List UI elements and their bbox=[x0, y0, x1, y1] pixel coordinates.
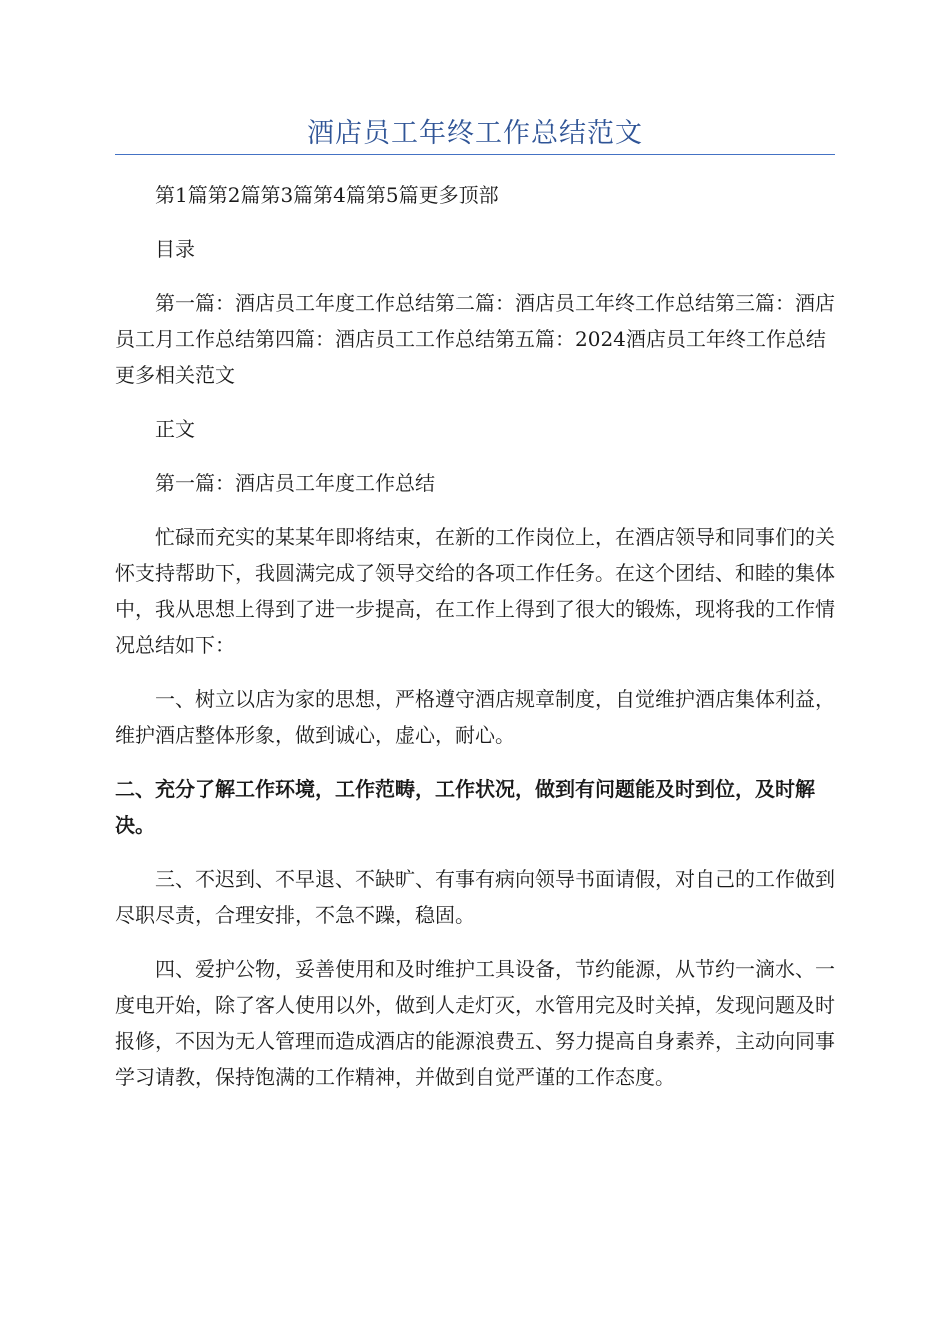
toc-label: 目录 bbox=[155, 237, 195, 261]
item-2-paragraph: 二、充分了解工作环境，工作范畴，工作状况，做到有问题能及时到位，及时解决。 bbox=[115, 777, 815, 837]
item-3-paragraph: 三、不迟到、不早退、不缺旷、有事有病向领导书面请假，对自己的工作做到尽职尽责，合理安排，不急不躁，稳固。 bbox=[115, 867, 835, 927]
title-underline bbox=[115, 154, 835, 155]
body-label: 正文 bbox=[155, 417, 195, 441]
document-page bbox=[115, 0, 835, 1095]
item-1-paragraph: 一、树立以店为家的思想，严格遵守酒店规章制度，自觉维护酒店集体利益，维护酒店整体形象，做到诚心，虚心，耐心。 bbox=[115, 687, 835, 747]
item-4-paragraph: 四、爱护公物，妥善使用和及时维护工具设备，节约能源，从节约一滴水、一度电开始，除了客人使用以外，做到人走灯灭，水管用完及时关掉，发现问题及时报修，不因为无人管理而造成酒店的能源浪费五、努力提高自身素养，主动向同事学习请教，保持饱满的工作精神，并做到自觉严谨的工作态度。 bbox=[115, 957, 835, 1089]
document-title: 酒店员工年终工作总结范文 bbox=[307, 118, 643, 149]
toc-text: 第一篇：酒店员工年度工作总结第二篇：酒店员工年终工作总结第三篇：酒店员工月工作总结第四篇：酒店员工工作总结第五篇：2024酒店员工年终工作总结更多相关范文 bbox=[115, 291, 835, 387]
chapter-nav-line: 第1篇第2篇第3篇第4篇第5篇更多顶部 bbox=[155, 183, 499, 207]
intro-paragraph: 忙碌而充实的某某年即将结束，在新的工作岗位上，在酒店领导和同事们的关怀支持帮助下，我圆满完成了领导交给的各项工作任务。在这个团结、和睦的集体中，我从思想上得到了进一步提高，在工作上得到了很大的锻炼，现将我的工作情况总结如下： bbox=[115, 525, 835, 657]
section-1-title: 第一篇：酒店员工年度工作总结 bbox=[155, 471, 435, 495]
